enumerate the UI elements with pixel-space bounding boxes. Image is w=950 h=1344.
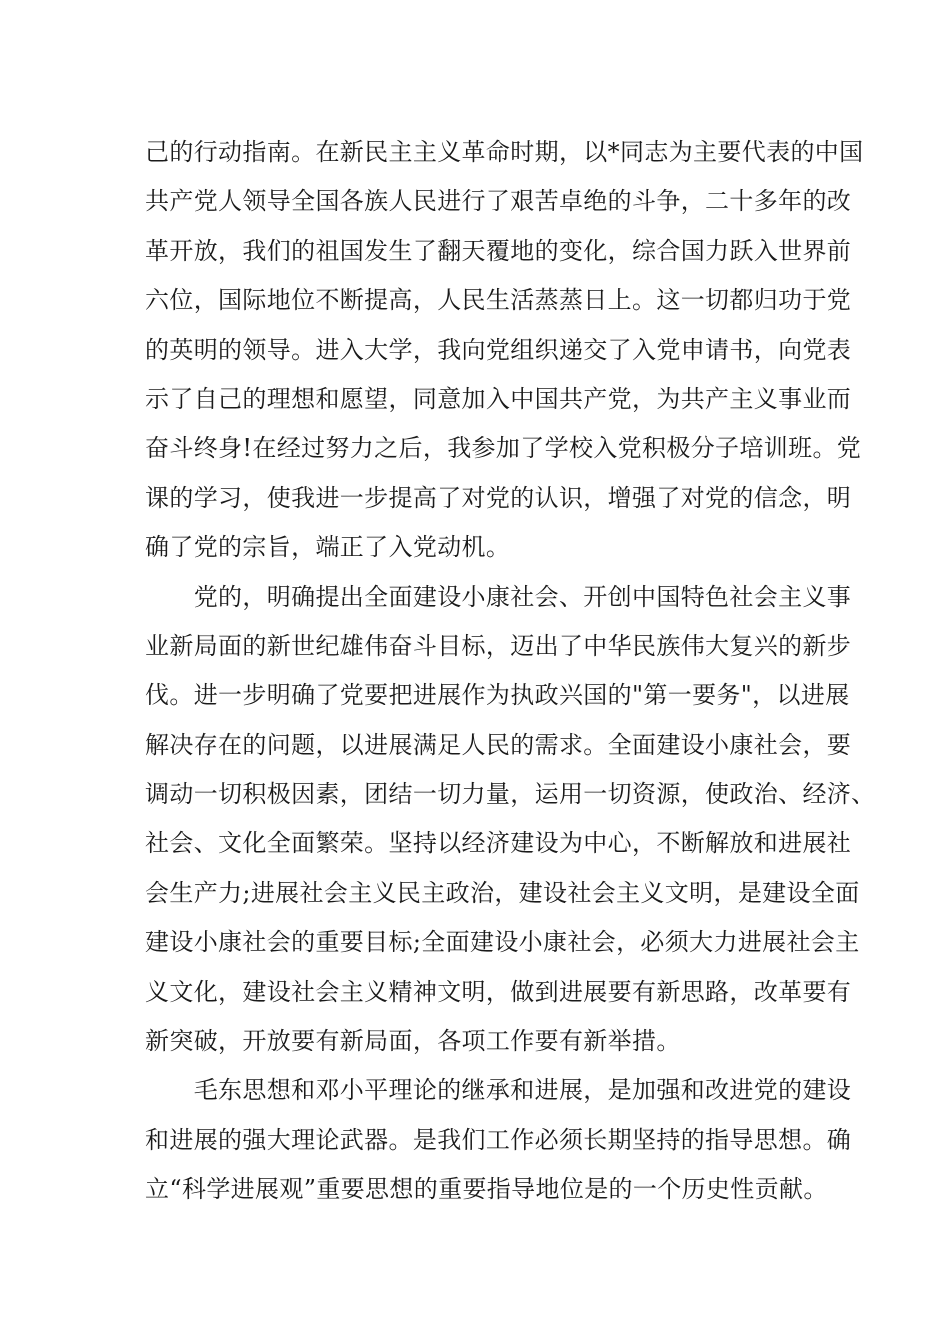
text-line: 革开放，我们的祖国发生了翻天覆地的变化，综合国力跃入世界前 <box>145 236 852 265</box>
text-line: 伐。进一步明确了党要把进展作为执政兴国的"第一要务"，以进展 <box>145 681 850 710</box>
text-line: 六位，国际地位不断提高，人民生活蒸蒸日上。这一切都归功于党 <box>145 286 852 315</box>
text-line: 毛东思想和邓小平理论的继承和进展，是加强和改进党的建设 <box>145 1076 852 1105</box>
text-line: 义文化，建设社会主义精神文明，做到进展要有新思路，改革要有 <box>145 977 852 1006</box>
text-line: 的英明的领导。进入大学，我向党组织递交了入党申请书，向党表 <box>145 335 852 364</box>
text-line: 和进展的强大理论武器。是我们工作必须长期坚持的指导思想。确 <box>145 1125 852 1154</box>
text-line: 调动一切积极因素，团结一切力量，运用一切资源，使政治、经济、 <box>145 780 876 809</box>
text-line: 新突破，开放要有新局面，各项工作要有新举措。 <box>145 1027 681 1056</box>
text-line: 立“科学进展观”重要思想的重要指导地位是的一个历史性贡献。 <box>145 1175 828 1204</box>
paragraph-2 <box>145 573 876 1067</box>
text-line: 建设小康社会的重要目标;全面建设小康社会，必须大力进展社会主 <box>145 928 860 957</box>
paragraph-3 <box>145 1066 852 1214</box>
text-line: 示了自己的理想和愿望，同意加入中国共产党，为共产主义事业而 <box>145 384 852 413</box>
text-line: 业新局面的新世纪雄伟奋斗目标，迈出了中华民族伟大复兴的新步 <box>145 631 852 660</box>
text-line: 课的学习，使我进一步提高了对党的认识，增强了对党的信念，明 <box>145 483 852 512</box>
text-line: 确了党的宗旨，端正了入党动机。 <box>145 533 511 562</box>
text-line: 解决存在的问题，以进展满足人民的需求。全面建设小康社会，要 <box>145 730 852 759</box>
text-line: 党的，明确提出全面建设小康社会、开创中国特色社会主义事 <box>145 582 852 611</box>
text-line: 己的行动指南。在新民主主义革命时期，以*同志为主要代表的中国 <box>145 138 864 166</box>
text-line: 奋斗终身!在经过努力之后，我参加了学校入党积极分子培训班。党 <box>145 434 862 463</box>
paragraph-1 <box>145 128 864 573</box>
document-body <box>145 128 876 1215</box>
text-line: 社会、文化全面繁荣。坚持以经济建设为中心，不断解放和进展社 <box>145 829 852 858</box>
text-line: 共产党人领导全国各族人民进行了艰苦卓绝的斗争，二十多年的改 <box>145 187 852 216</box>
text-line: 会生产力;进展社会主义民主政治，建设社会主义文明，是建设全面 <box>145 878 860 907</box>
